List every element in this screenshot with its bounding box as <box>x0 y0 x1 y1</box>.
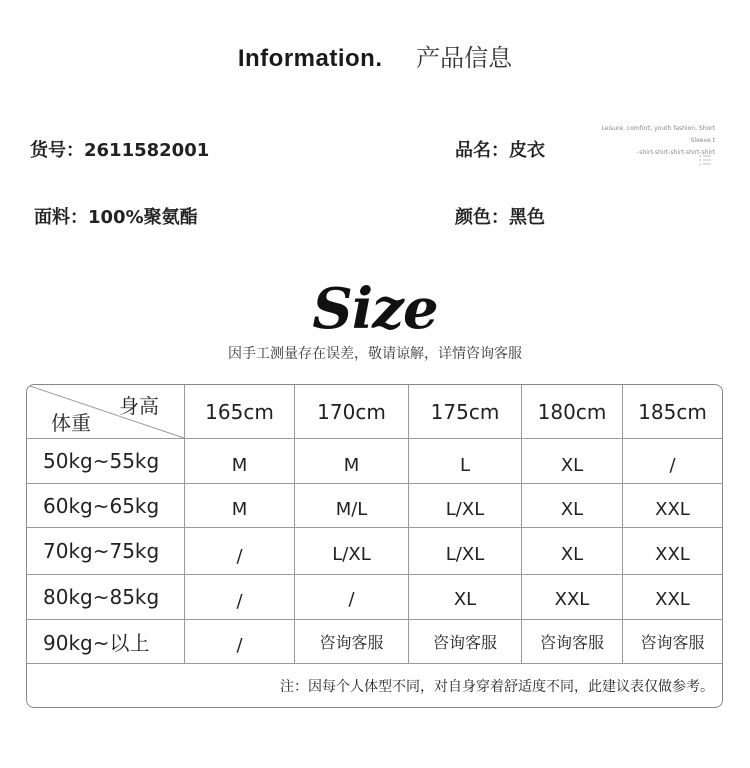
size-table <box>26 384 723 708</box>
weight-label: 50kg~55kg <box>43 449 160 473</box>
size-cell: XL <box>560 454 584 476</box>
size-cell: L/XL <box>445 543 485 565</box>
product-name <box>455 136 545 162</box>
size-cell: / <box>236 590 243 612</box>
measurement-note: 因手工测量存在误差，敬请谅解，详情咨询客服 <box>228 346 522 362</box>
item-number-value: 2611582001 <box>84 140 210 161</box>
height-header: 165cm <box>205 399 274 424</box>
height-header: 185cm <box>638 399 707 424</box>
weight-label: 60kg~65kg <box>43 493 160 518</box>
tagline-line2: -shirt-shirt-shirt-shirt-shirt <box>637 149 715 156</box>
weight-label: 70kg~75kg <box>43 539 160 563</box>
height-header: 175cm <box>430 399 500 424</box>
size-cell: L <box>459 454 471 476</box>
tagline <box>580 123 715 159</box>
size-cell: L/XL <box>445 499 485 520</box>
size-cell: / <box>236 545 243 567</box>
page-header <box>0 38 750 73</box>
item-number-label: 货号： <box>30 140 84 161</box>
color-label: 颜色： <box>455 207 509 228</box>
height-header: 170cm <box>317 399 386 424</box>
color-value: 黑色 <box>509 207 545 228</box>
size-cell: 咨询客服 <box>432 633 497 652</box>
item-number <box>30 136 209 162</box>
size-cell: XXL <box>655 543 690 565</box>
size-cell: XXL <box>655 588 690 610</box>
size-logo: Size <box>312 276 438 342</box>
size-cell: XL <box>560 543 584 565</box>
size-cell: / <box>236 635 243 656</box>
fabric-label: 面料： <box>34 207 88 228</box>
fabric-value: 100%聚氨酯 <box>88 207 198 228</box>
size-cell: M <box>231 454 248 476</box>
list-icon <box>698 154 712 166</box>
size-cell: M <box>343 454 360 476</box>
color <box>455 203 545 229</box>
title-en: Information. <box>237 45 383 72</box>
size-cell: 咨询客服 <box>319 633 384 652</box>
corner-height-label: 身高 <box>119 394 159 418</box>
table-footnote: 注：因每个人体型不同，对自身穿着舒适度不同，此建议表仅做参考。 <box>280 678 714 695</box>
size-cell: XL <box>453 588 477 610</box>
size-cell: / <box>669 454 676 476</box>
product-name-label: 品名： <box>455 140 509 161</box>
size-cell: / <box>348 588 355 610</box>
height-header: 180cm <box>537 399 607 424</box>
corner-weight-label: 体重 <box>51 411 91 435</box>
product-name-value: 皮衣 <box>509 140 545 161</box>
title-cn: 产品信息 <box>416 44 513 72</box>
size-cell: L/XL <box>332 543 371 565</box>
size-cell: M <box>231 499 248 520</box>
size-cell: 咨询客服 <box>539 633 604 652</box>
size-cell: XL <box>560 499 584 520</box>
size-cell: XXL <box>655 499 690 520</box>
weight-label: 80kg~85kg <box>43 585 160 609</box>
tagline-line1: Leisure, comfort, youth fashion, Short Sleeve t <box>601 125 715 144</box>
weight-label: 90kg~以上 <box>43 631 150 655</box>
size-cell: M/L <box>335 499 368 520</box>
size-cell: XXL <box>554 588 590 610</box>
fabric <box>34 203 198 229</box>
size-cell: 咨询客服 <box>640 633 705 652</box>
